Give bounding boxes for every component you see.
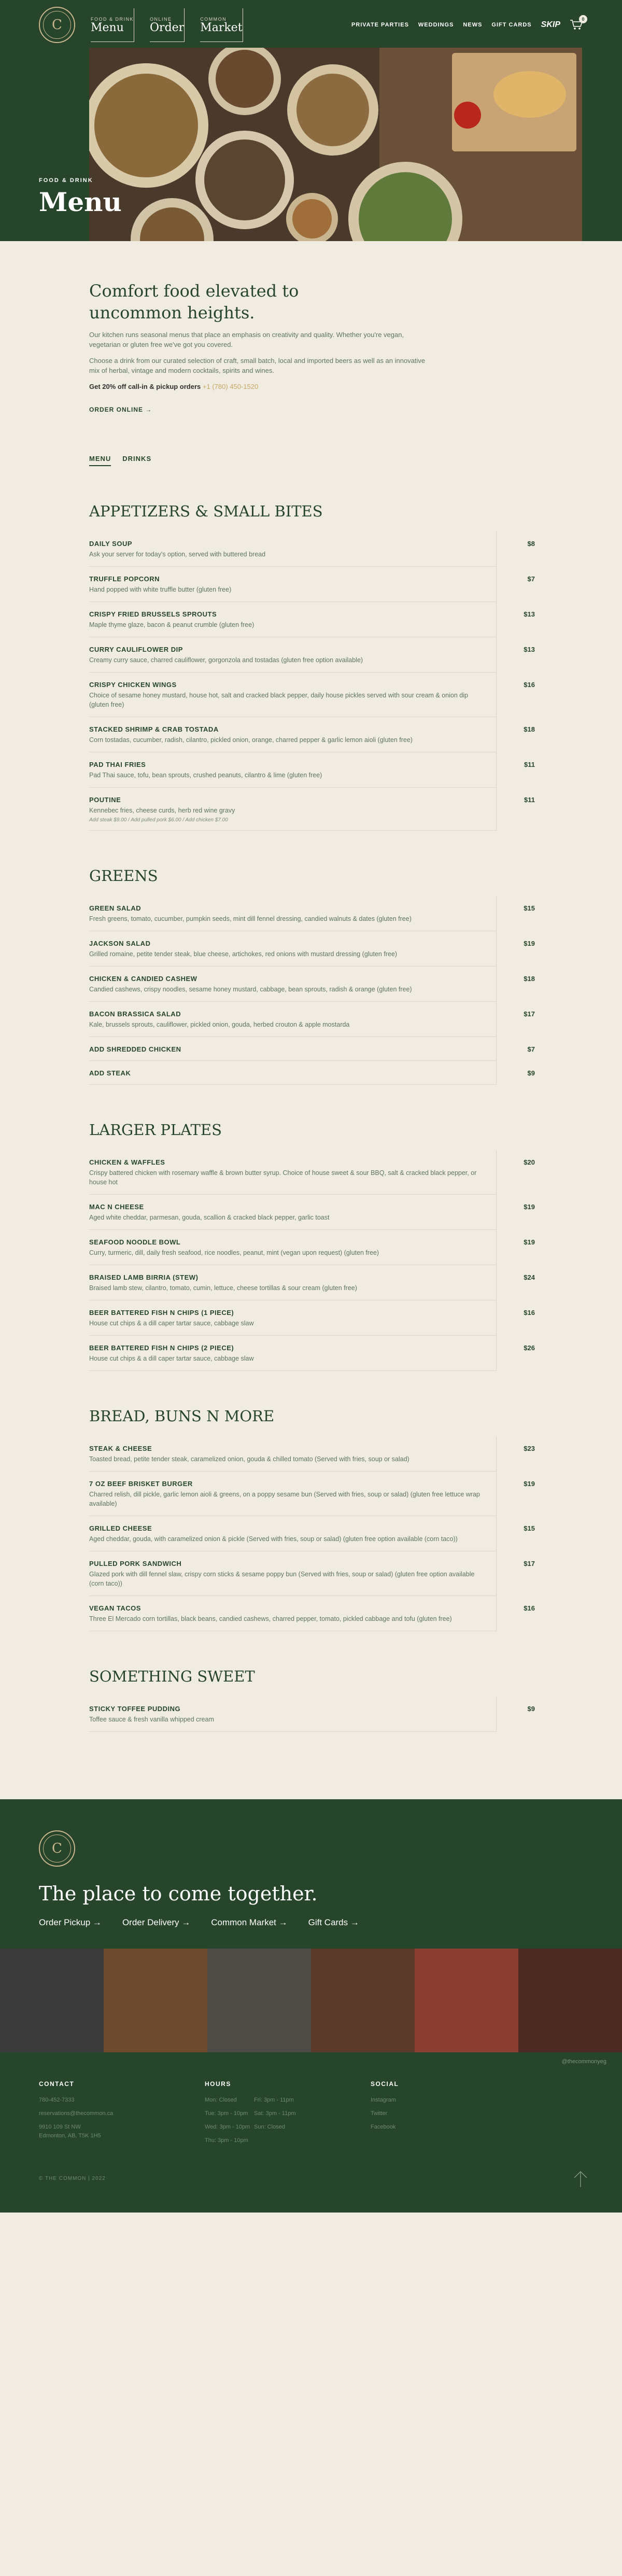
gallery-photo[interactable] [0, 1949, 104, 2052]
menu-item-description: Choice of sesame honey mustard, house hot, salt and cracked black pepper, daily house pickles served with sour cream & onion dip (gluten free) [89, 692, 468, 708]
nav-news[interactable]: NEWS [463, 22, 483, 28]
order-online-link[interactable]: ORDER ONLINE → [89, 406, 152, 413]
menu-item-description: Aged white cheddar, parmesan, gouda, scallion & cracked black pepper, garlic toast [89, 1214, 330, 1221]
nav-weddings[interactable]: WEDDINGS [418, 22, 454, 28]
menu-item-name: TRUFFLE POPCORN [89, 575, 160, 583]
address-line-2: Edmonton, AB, T5K 1H5 [39, 2133, 101, 2139]
menu-item-price: $11 [524, 761, 535, 768]
hours-title: HOURS [205, 2080, 231, 2088]
hours-day: Sun: Closed [254, 2124, 285, 2130]
nav-market[interactable] [200, 8, 243, 42]
menu-item-description: Toasted bread, petite tender steak, caramelized onion, gouda & chilled tomato (Served with fries, soup or salad) [89, 1455, 409, 1463]
hero-kicker: FOOD & DRINK [39, 177, 93, 184]
menu-item-name: PAD THAI FRIES [89, 761, 146, 768]
footer [0, 1799, 622, 2213]
nav-order-kicker: ONLINE [150, 16, 172, 22]
footer-common-market[interactable]: Common Market → [211, 1917, 288, 1927]
nav-menu-kicker: FOOD & DRINK [91, 16, 134, 22]
menu-item-name: STICKY TOFFEE PUDDING [89, 1705, 181, 1713]
menu-item [89, 567, 535, 602]
menu-item [89, 637, 535, 673]
menu-item-description: Kale, brussels sprouts, cauliflower, pickled onion, gouda, herbed crouton & apple mostarda [89, 1021, 350, 1028]
footer-gift-cards[interactable]: Gift Cards → [308, 1917, 359, 1927]
menu-item [89, 1336, 535, 1371]
menu-item-description: Ask your server for today's option, served with buttered bread [89, 551, 266, 558]
menu-item-name: VEGAN TACOS [89, 1604, 141, 1612]
menu-item-description: Glazed pork with dill fennel slaw, crispy corn sticks & sesame poppy bun (Served with fries, soup or salad) (gluten free option available (corn taco)) [89, 1571, 475, 1587]
menu-item-name: BRAISED LAMB BIRRIA (STEW) [89, 1273, 199, 1281]
footer-info [0, 2065, 622, 2150]
menu-item-name: STACKED SHRIMP & CRAB TOSTADA [89, 725, 219, 733]
social-title: SOCIAL [371, 2080, 399, 2088]
menu-item-name: CRISPY FRIED BRUSSELS SPROUTS [89, 610, 217, 618]
menu-item-price: $17 [524, 1560, 535, 1567]
menu-sections [89, 502, 535, 1732]
skip-logo[interactable]: SKIP [541, 20, 560, 29]
menu-item-name: GREEN SALAD [89, 904, 142, 912]
cart-count: 0 [579, 15, 587, 23]
menu-item [89, 1230, 535, 1265]
cart-button[interactable] [570, 19, 583, 31]
offer-label: Get 20% off call-in & pickup orders [89, 383, 201, 390]
menu-item-price: $24 [524, 1273, 535, 1281]
section-title: LARGER PLATES [89, 1121, 222, 1139]
menu-item [89, 752, 535, 788]
menu-item-price: $11 [524, 796, 535, 804]
section-bread-buns [89, 1407, 535, 1631]
section-title: GREENS [89, 867, 158, 885]
menu-item-price: $13 [524, 646, 535, 653]
menu-item [89, 602, 535, 637]
menu-item [89, 1436, 535, 1472]
menu-item-price: $16 [524, 681, 535, 689]
contact-email[interactable]: reservations@thecommon.ca [39, 2110, 114, 2117]
menu-item-description: Crispy battered chicken with rosemary waffle & brown butter syrup. Choice of house sweet & sour BBQ, salt & cracked black pepper, or house hot [89, 1169, 477, 1186]
menu-item [89, 1472, 535, 1516]
menu-item-name: 7 OZ BEEF BRISKET BURGER [89, 1480, 193, 1488]
menu-item-price: $13 [524, 610, 535, 618]
gallery-photo[interactable] [104, 1949, 207, 2052]
menu-item-description: House cut chips & a dill caper tartar sauce, cabbage slaw [89, 1320, 254, 1327]
menu-item [89, 1037, 535, 1061]
menu-item [89, 1195, 535, 1230]
section-title: BREAD, BUNS N MORE [89, 1407, 275, 1425]
menu-item-description: Creamy curry sauce, charred cauliflower, gorgonzola and tostadas (gluten free option available) [89, 656, 363, 664]
menu-item-description: Maple thyme glaze, bacon & peanut crumble (gluten free) [89, 621, 255, 628]
menu-item-name: SEAFOOD NOODLE BOWL [89, 1238, 181, 1246]
phone-link[interactable]: +1 (780) 450-1520 [202, 383, 259, 390]
nav-menu[interactable] [91, 8, 134, 42]
back-to-top-button[interactable] [570, 2168, 591, 2192]
menu-item-name: ADD STEAK [89, 1069, 131, 1077]
menu-item-price: $18 [524, 725, 535, 733]
menu-item-price: $17 [524, 1010, 535, 1018]
nav-market-kicker: COMMON [200, 16, 227, 22]
footer-order-pickup[interactable]: Order Pickup → [39, 1917, 102, 1927]
menu-item-description: Aged cheddar, gouda, with caramelized onion & pickle (Served with fries, soup or salad) (gluten free option available (corn taco)) [89, 1535, 458, 1543]
header [0, 0, 622, 241]
contact-column [39, 2080, 205, 2150]
menu-item-price: $8 [527, 540, 535, 548]
menu-item-description: Toffee sauce & fresh vanilla whipped cream [89, 1716, 214, 1723]
instagram-handle[interactable]: @thecommonyeg [561, 2059, 606, 2065]
nav-menu-label: Menu [91, 21, 124, 34]
section-title: APPETIZERS & SMALL BITES [89, 502, 323, 520]
menu-item-name: BEER BATTERED FISH N CHIPS (2 PIECE) [89, 1344, 234, 1352]
menu-item [89, 1596, 535, 1631]
hero-image [89, 48, 582, 264]
menu-item-name: POUTINE [89, 796, 121, 804]
menu-item-description: Charred relish, dill pickle, garlic lemon aioli & greens, on a poppy sesame bun (Served with fries, soup or salad) (gluten free lettuce wrap available) [89, 1491, 480, 1507]
menu-item [89, 896, 535, 931]
hours-day: Fri: 3pm - 11pm [254, 2097, 294, 2103]
footer-order-delivery[interactable]: Order Delivery → [122, 1917, 191, 1927]
menu-item [89, 1551, 535, 1596]
menu-item-price: $16 [524, 1604, 535, 1612]
intro-paragraph-1: Our kitchen runs seasonal menus that place an emphasis on creativity and quality. Whether you're vegan, vegetarian or gluten free we've got you covered. [89, 331, 404, 348]
intro-paragraph-2: Choose a drink from our curated selection of craft, small batch, local and imported beers as well as an innovative mix of herbal, vintage and modern cocktails, spirits and wines. [89, 357, 426, 374]
menu-item-price: $16 [524, 1309, 535, 1317]
section-appetizers [89, 502, 535, 831]
social-facebook[interactable]: Facebook [371, 2124, 396, 2130]
page-title: Menu [39, 187, 122, 217]
hours-row [205, 2109, 371, 2118]
gallery-photo[interactable] [518, 1949, 622, 2052]
nav-order[interactable] [150, 8, 185, 42]
gallery-photo[interactable] [415, 1949, 518, 2052]
menu-item-name: CHICKEN & CANDIED CASHEW [89, 975, 197, 983]
menu-item [89, 1150, 535, 1195]
intro-heading: Comfort food elevated to uncommon heights. [89, 281, 299, 323]
contact-title: CONTACT [39, 2080, 75, 2088]
social-twitter[interactable]: Twitter [371, 2110, 388, 2117]
menu-item-description: Hand popped with white truffle butter (gluten free) [89, 586, 232, 593]
menu-item-price: $7 [527, 575, 535, 583]
menu-item-price: $9 [527, 1069, 535, 1077]
menu-item-price: $20 [524, 1158, 535, 1166]
menu-item-price: $23 [524, 1445, 535, 1452]
menu-item-price: $19 [524, 1480, 535, 1488]
top-nav [39, 9, 583, 40]
gallery-photo[interactable] [311, 1949, 415, 2052]
menu-item-name: CRISPY CHICKEN WINGS [89, 681, 177, 689]
menu-item-price: $15 [524, 904, 535, 912]
menu-item [89, 717, 535, 752]
menu-item-price: $26 [524, 1344, 535, 1352]
section-greens [89, 867, 535, 1085]
menu-item-description: Three El Mercado corn tortillas, black beans, candied cashews, charred pepper, tomato, pickled cabbage and tofu (gluten free) [89, 1615, 452, 1622]
section-something-sweet [89, 1668, 535, 1732]
menu-item-price: $19 [524, 1203, 535, 1211]
hours-day: Tue: 3pm - 10pm [205, 2110, 248, 2117]
menu-item-price: $19 [524, 1238, 535, 1246]
menu-item-name: PULLED PORK SANDWICH [89, 1560, 182, 1567]
hours-day: Sat: 3pm - 11pm [254, 2110, 296, 2117]
section-larger-plates [89, 1121, 535, 1371]
menu-item [89, 1516, 535, 1551]
menu-item-description: Grilled romaine, petite tender steak, blue cheese, artichokes, red onions with mustard dressing (gluten free) [89, 950, 398, 958]
menu-item-addons: Add steak $9.00 / Add pulled pork $6.00 / Add chicken $7.00 [89, 817, 228, 823]
intro [89, 241, 497, 466]
menu-item [89, 673, 535, 717]
menu-item-price: $18 [524, 975, 535, 983]
menu-item-name: BACON BRASSICA SALAD [89, 1010, 181, 1018]
contact-address[interactable] [39, 2123, 205, 2140]
menu-item-name: CHICKEN & WAFFLES [89, 1158, 165, 1166]
menu-item-description: Corn tostadas, cucumber, radish, cilantro, pickled onion, orange, charred pepper & garlic lemon aioli (gluten free) [89, 736, 413, 744]
menu-item [89, 531, 535, 567]
hours-column [205, 2080, 371, 2150]
menu-item-description: Braised lamb stew, cilantro, tomato, cumin, lettuce, cheese tortillas & sour cream (gluten free) [89, 1284, 357, 1292]
nav-gift-cards[interactable]: GIFT CARDS [491, 22, 532, 28]
menu-item [89, 1697, 535, 1732]
hours-day: Thu: 3pm - 10pm [205, 2137, 248, 2144]
menu-item-price: $19 [524, 940, 535, 947]
social-instagram[interactable]: Instagram [371, 2097, 396, 2103]
contact-phone[interactable]: 780-452-7333 [39, 2097, 75, 2103]
menu-item-name: GRILLED CHEESE [89, 1524, 152, 1532]
nav-private-parties[interactable]: PRIVATE PARTIES [351, 22, 409, 28]
hours-row [205, 2123, 371, 2132]
address-line-1: 9910 109 St NW [39, 2124, 81, 2130]
menu-item-description: Kennebec fries, cheese curds, herb red wine gravy [89, 807, 235, 814]
menu-item-name: DAILY SOUP [89, 540, 133, 548]
offer-text [89, 382, 426, 391]
footer-tagline: The place to come together. [39, 1882, 318, 1905]
nav-market-label: Market [200, 21, 243, 34]
menu-item [89, 1265, 535, 1300]
social-column [371, 2080, 536, 2150]
nav-order-label: Order [150, 21, 185, 34]
menu-item-price: $7 [527, 1045, 535, 1053]
hours-row [205, 2136, 371, 2145]
menu-tabs [89, 455, 497, 466]
menu-item [89, 967, 535, 1002]
menu-item [89, 788, 535, 831]
menu-item-price: $9 [527, 1705, 535, 1713]
menu-item [89, 1061, 535, 1085]
menu-item-description: House cut chips & a dill caper tartar sauce, cabbage slaw [89, 1355, 254, 1362]
section-title: SOMETHING SWEET [89, 1668, 255, 1685]
hours-day: Wed: 3pm - 10pm [205, 2124, 250, 2130]
instagram-gallery [0, 1949, 622, 2052]
menu-item-description: Fresh greens, tomato, cucumber, pumpkin seeds, mint dill fennel dressing, candied walnuts & dates (gluten free) [89, 915, 412, 922]
menu-item [89, 1002, 535, 1037]
copyright: © THE COMMON | 2022 [39, 2176, 106, 2181]
tab-menu[interactable]: MENU [89, 455, 111, 466]
arrow-up-icon [570, 2168, 591, 2189]
menu-item-name: CURRY CAULIFLOWER DIP [89, 646, 183, 653]
menu-item-name: ADD SHREDDED CHICKEN [89, 1045, 181, 1053]
menu-item-description: Pad Thai sauce, tofu, bean sprouts, crushed peanuts, cilantro & lime (gluten free) [89, 772, 322, 779]
hours-day: Mon: Closed [205, 2097, 237, 2103]
menu-item-name: STEAK & CHEESE [89, 1445, 152, 1452]
menu-item-description: Curry, turmeric, dill, daily fresh seafood, rice noodles, peanut, mint (vegan upon request) (gluten free) [89, 1249, 379, 1256]
menu-item [89, 1300, 535, 1336]
menu-item-name: BEER BATTERED FISH N CHIPS (1 PIECE) [89, 1309, 234, 1317]
gallery-photo[interactable] [207, 1949, 311, 2052]
logo[interactable]: C [39, 7, 75, 43]
footer-logo[interactable]: C [39, 1830, 75, 1867]
tab-drinks[interactable]: DRINKS [122, 455, 152, 463]
hours-row [205, 2096, 371, 2105]
menu-item-description: Candied cashews, crispy noodles, sesame honey mustard, cabbage, bean sprouts, radish & orange (gluten free) [89, 986, 412, 993]
menu-item [89, 931, 535, 967]
menu-item-name: JACKSON SALAD [89, 940, 151, 947]
menu-item-price: $15 [524, 1524, 535, 1532]
menu-item-name: MAC N CHEESE [89, 1203, 144, 1211]
